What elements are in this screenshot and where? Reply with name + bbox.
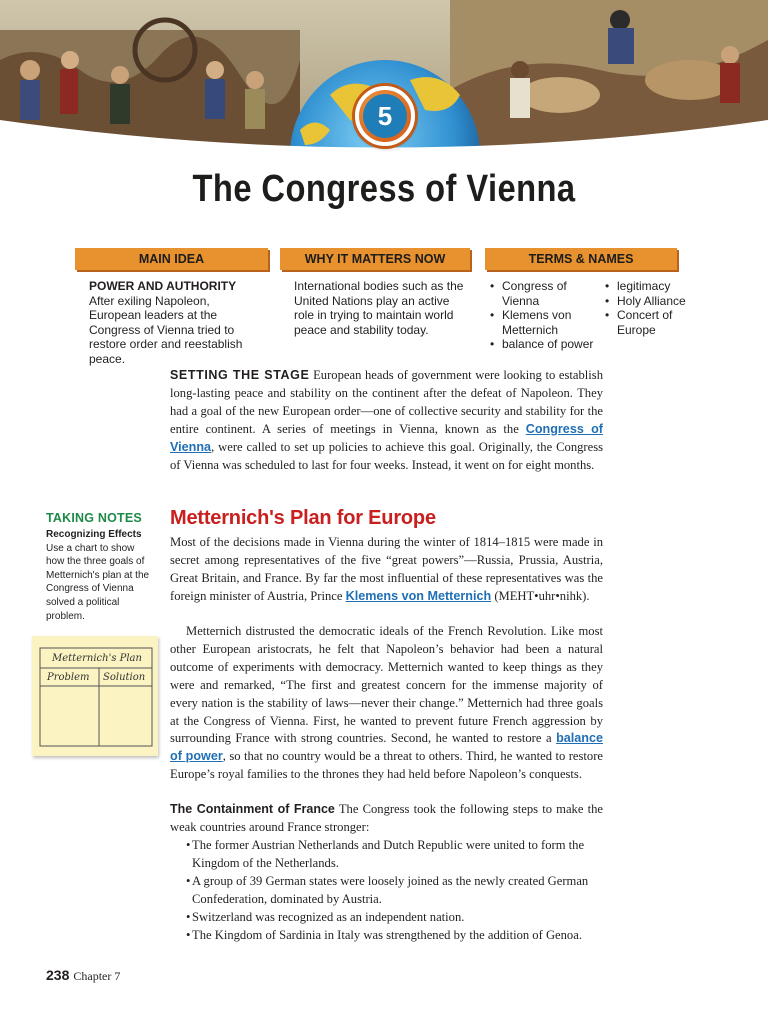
- list-item-text: A group of 39 German states were loosely joined as the newly created German Confederation, dominated by Austria.: [192, 873, 589, 906]
- why-it-matters-text: International bodies such as the United Nations play an active role in trying to maintain world peace and stability today.: [294, 279, 464, 337]
- list-item: [170, 927, 603, 945]
- containment-list: [170, 837, 603, 944]
- body-paragraph-2: [170, 623, 603, 784]
- notes-chart-col-solution: Solution: [103, 672, 146, 683]
- notes-chart-sticky: [32, 636, 158, 756]
- terms-names-header: TERMS & NAMES: [485, 248, 677, 270]
- terms-list-2: [605, 279, 695, 337]
- taking-notes-body: Use a chart to show how the three goals of Metternich's plan at the Congress of Vienna solved a political problem.: [46, 542, 150, 622]
- chapter-label: Chapter 7: [73, 969, 121, 983]
- page-title: The Congress of Vienna: [192, 168, 576, 210]
- list-item: [170, 873, 603, 909]
- terms-list-1: [490, 279, 602, 352]
- text-segment: (MEHT•uhr•nihk).: [494, 588, 590, 603]
- why-it-matters-header: WHY IT MATTERS NOW: [280, 248, 470, 270]
- setting-the-stage-lead: SETTING THE STAGE: [170, 368, 310, 382]
- main-idea-text: [89, 279, 261, 367]
- list-item-text: The Kingdom of Sardinia in Italy was strengthened by the addition of Genoa.: [192, 927, 582, 942]
- term-item: • balance of power: [490, 337, 602, 352]
- text-segment: Metternich distrusted the democratic ideals of the French Revolution. Like most other European aristocrats, he felt that Napoleon’s behavior had been a natural outcome of experiments with democracy. Metternich wanted to keep things as they were and remarked, “The first and greatest concern for the immense majority of every nation is the stability of laws—never their change.” Metternich had three goals at the Congress of Vienna. First, he wanted to prevent future French aggression by surrounding France with strong countries. Second, he wanted to restore a: [170, 624, 603, 746]
- term-item: • legitimacy: [605, 279, 695, 294]
- text-segment: Most of the decisions made in Vienna during the winter of 1814–1815 were made in secret among representatives of the five “great powers”—Russia, Prussia, Austria, Great Britain, and France. By far the most influential of these representatives was the foreign minister of Austria, Prince: [170, 535, 603, 603]
- term-item: • Concert of Europe: [605, 308, 695, 337]
- list-item-text: The former Austrian Netherlands and Dutch Republic were united to form the Kingdom of the Netherlands.: [192, 838, 585, 870]
- main-idea-lead: POWER AND AUTHORITY: [89, 279, 237, 293]
- taking-notes-title: TAKING NOTES: [46, 511, 142, 525]
- list-item: [170, 837, 603, 873]
- term-item: • Congress of Vienna: [490, 279, 602, 308]
- page-number: 238: [46, 967, 70, 983]
- text-segment: European heads of government were looking to establish long-lasting peace and stability on the continent after the defeat of Napoleon. They had a goal of the new European order—one of collective security and stability for the entire continent. A series of meetings in Vienna, known as the: [170, 368, 604, 436]
- term-link-metternich[interactable]: Klemens von Metternich: [345, 588, 492, 603]
- taking-notes-text: [46, 528, 150, 623]
- main-idea-body: After exiling Napoleon, European leaders at the Congress of Vienna tried to restore order and reestablish peace.: [89, 293, 243, 366]
- main-idea-header: MAIN IDEA: [75, 248, 268, 270]
- notes-chart-col-problem: Problem: [47, 672, 90, 683]
- section-heading: Metternich's Plan for Europe: [170, 507, 436, 529]
- chapter-number-badge: [355, 86, 415, 146]
- term-item: • Holy Alliance: [605, 294, 695, 309]
- term-link-congress-of-vienna[interactable]: Congress of Vienna: [170, 421, 603, 454]
- list-item-text: Switzerland was recognized as an independent nation.: [192, 909, 465, 924]
- list-item: [170, 909, 603, 927]
- setting-the-stage-paragraph: [170, 367, 603, 474]
- containment-paragraph: [170, 801, 603, 837]
- text-segment: , were called to set up policies to achieve this goal. Originally, the Congress of Vienna was scheduled to last for four weeks. Instead, it went on for eight months.: [170, 439, 603, 472]
- chapter-number: 5: [363, 94, 407, 138]
- term-item: • Klemens von Metternich: [490, 308, 602, 337]
- containment-subhead: The Containment of France: [170, 802, 335, 816]
- taking-notes-skill: Recognizing Effects: [46, 529, 142, 540]
- text-segment: The Congress took the following steps to make the weak countries around France stronger:: [170, 802, 603, 834]
- body-paragraph-1: [170, 534, 603, 606]
- page-footer: [46, 967, 120, 984]
- notes-chart-title: Metternich's Plan: [52, 653, 142, 664]
- term-link-balance-of-power[interactable]: balance of power: [170, 731, 603, 764]
- text-segment: , so that no country would be a threat to others. Third, he wanted to restore Europe’s royal families to the thrones they had held before Napoleon’s conquests.: [170, 749, 603, 782]
